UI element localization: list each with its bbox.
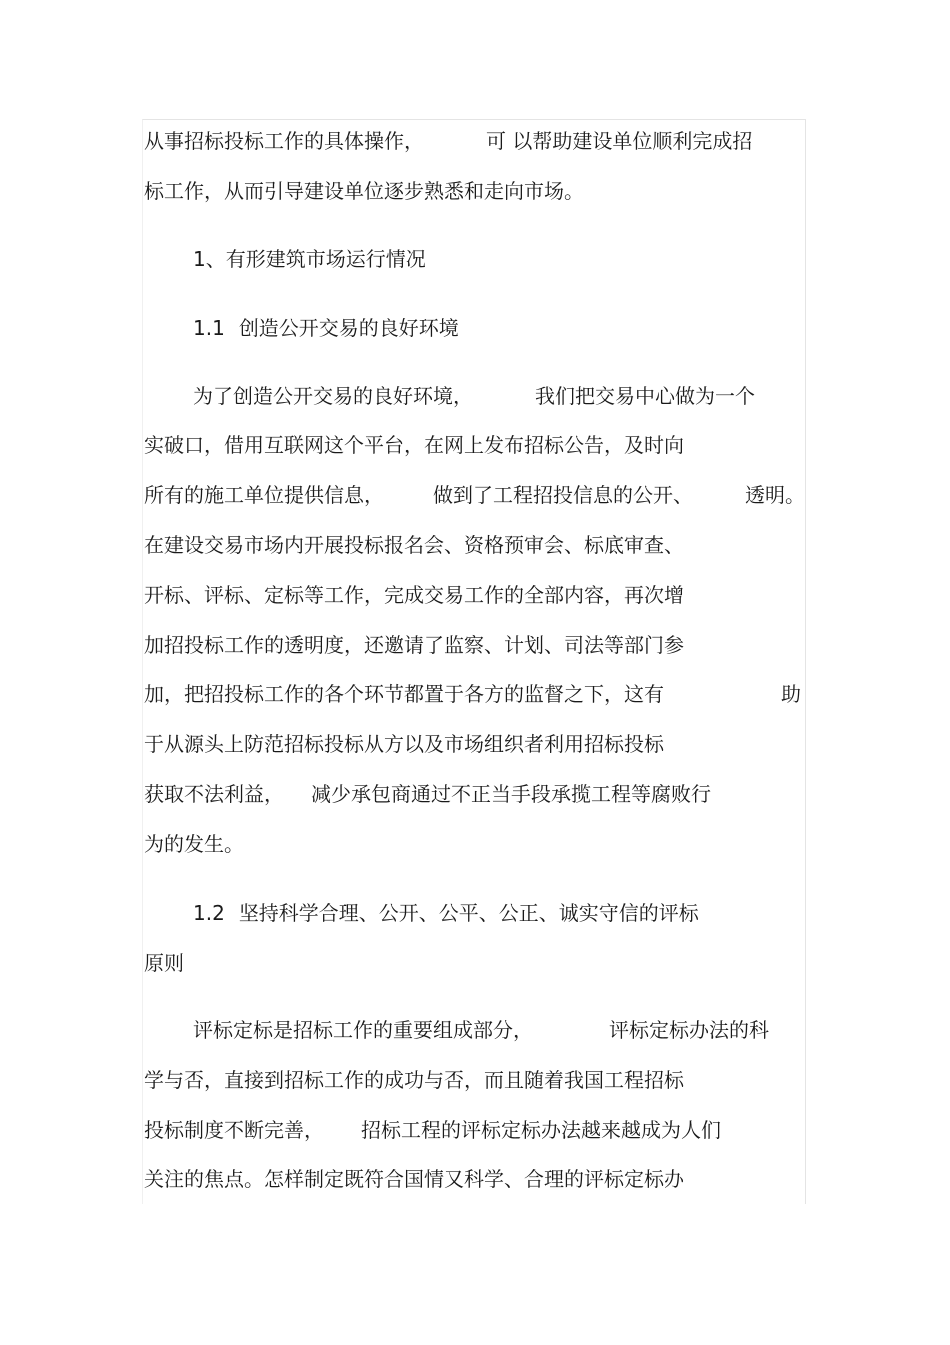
paragraph-1-line-1-cont — [486, 127, 752, 155]
paragraph-2-line-1 — [193, 382, 473, 410]
section-heading-1-2 — [193, 899, 699, 927]
text-segment: 获取不法利益， — [144, 782, 284, 806]
text-segment: 我们把交易中心做为一个 — [535, 384, 755, 408]
heading-title: 坚持科学合理、公开、公平、公正、诚实守信的评标 — [238, 901, 699, 925]
heading-number: 1.2 — [193, 901, 225, 925]
text-segment: 评标定标是招标工作的重要组成部分， — [193, 1018, 533, 1042]
text-segment: 在建设交易市场内开展投标报名会、资格预审会、标底审查、 — [144, 533, 684, 557]
paragraph-3-line-3 — [144, 1116, 324, 1144]
text-segment: 学与否，直接到招标工作的成功与否，而且随着我国工程招标 — [144, 1068, 684, 1092]
text-segment: 加，把招投标工作的各个环节都置于各方的监督之下，这有 — [144, 682, 664, 706]
text-segment: 加招投标工作的透明度，还邀请了监察、计划、司法等部门参 — [144, 633, 684, 657]
text-segment: 于从源头上防范招标投标从方以及市场组织者利用招标投标 — [144, 732, 664, 756]
heading-title: 原则 — [144, 951, 184, 975]
paragraph-2-line-4 — [144, 531, 684, 559]
text-segment: 实破口，借用互联网这个平台，在网上发布招标公告，及时向 — [144, 433, 684, 457]
paragraph-2-line-10 — [144, 830, 244, 858]
text-segment: 减少承包商通过不正当手段承揽工程等腐败行 — [311, 782, 711, 806]
text-segment: 评标定标办法的科 — [609, 1018, 769, 1042]
paragraph-2-line-6 — [144, 631, 684, 659]
text-segment: 关注的焦点。怎样制定既符合国情又科学、合理的评标定标办 — [144, 1167, 684, 1191]
paragraph-2-line-9 — [144, 780, 284, 808]
text-segment: 为了创造公开交易的良好环境， — [193, 384, 473, 408]
paragraph-2-line-2 — [144, 431, 684, 459]
text-segment: 可 以帮助建设单位顺利完成招 — [486, 129, 753, 153]
paragraph-3-line-1-cont — [609, 1016, 769, 1044]
text-segment: 标工作，从而引导建设单位逐步熟悉和走向市场。 — [144, 179, 584, 203]
paragraph-2-line-9-cont — [311, 780, 711, 808]
section-heading-1 — [193, 245, 426, 273]
text-segment: 所有的施工单位提供信息， — [144, 483, 384, 507]
text-segment: 开标、评标、定标等工作，完成交易工作的全部内容，再次增 — [144, 583, 684, 607]
paragraph-2-line-8 — [144, 730, 664, 758]
text-segment: 招标工程的评标定标办法越来越成为人们 — [361, 1118, 721, 1142]
heading-text: 1、有形建筑市场运行情况 — [193, 247, 426, 271]
text-segment: 投标制度不断完善， — [144, 1118, 324, 1142]
paragraph-3-line-4 — [144, 1165, 684, 1193]
text-segment: 做到了工程招投信息的公开、 — [433, 483, 693, 507]
paragraph-3-line-2 — [144, 1066, 684, 1094]
heading-number: 1.1 — [193, 316, 225, 340]
paragraph-1-line-2 — [144, 177, 584, 205]
paragraph-1-line-1 — [144, 127, 424, 155]
heading-title: 创造公开交易的良好环境 — [238, 316, 459, 340]
paragraph-3-line-1 — [193, 1016, 533, 1044]
paragraph-2-line-7 — [144, 680, 664, 708]
paragraph-2-line-3 — [144, 481, 384, 509]
section-heading-1-1 — [193, 314, 459, 342]
paragraph-2-line-1-cont — [535, 382, 755, 410]
text-segment: 助 — [781, 682, 801, 706]
text-segment: 透明。 — [745, 483, 805, 507]
text-segment: 为的发生。 — [144, 832, 244, 856]
text-segment: 从事招标投标工作的具体操作， — [144, 129, 424, 153]
paragraph-2-line-7-end — [781, 680, 801, 708]
section-heading-1-2-line-2 — [144, 949, 184, 977]
paragraph-2-line-3-cont — [433, 481, 693, 509]
paragraph-2-line-3-end — [745, 481, 805, 509]
paragraph-2-line-5 — [144, 581, 684, 609]
paragraph-3-line-3-cont — [361, 1116, 721, 1144]
